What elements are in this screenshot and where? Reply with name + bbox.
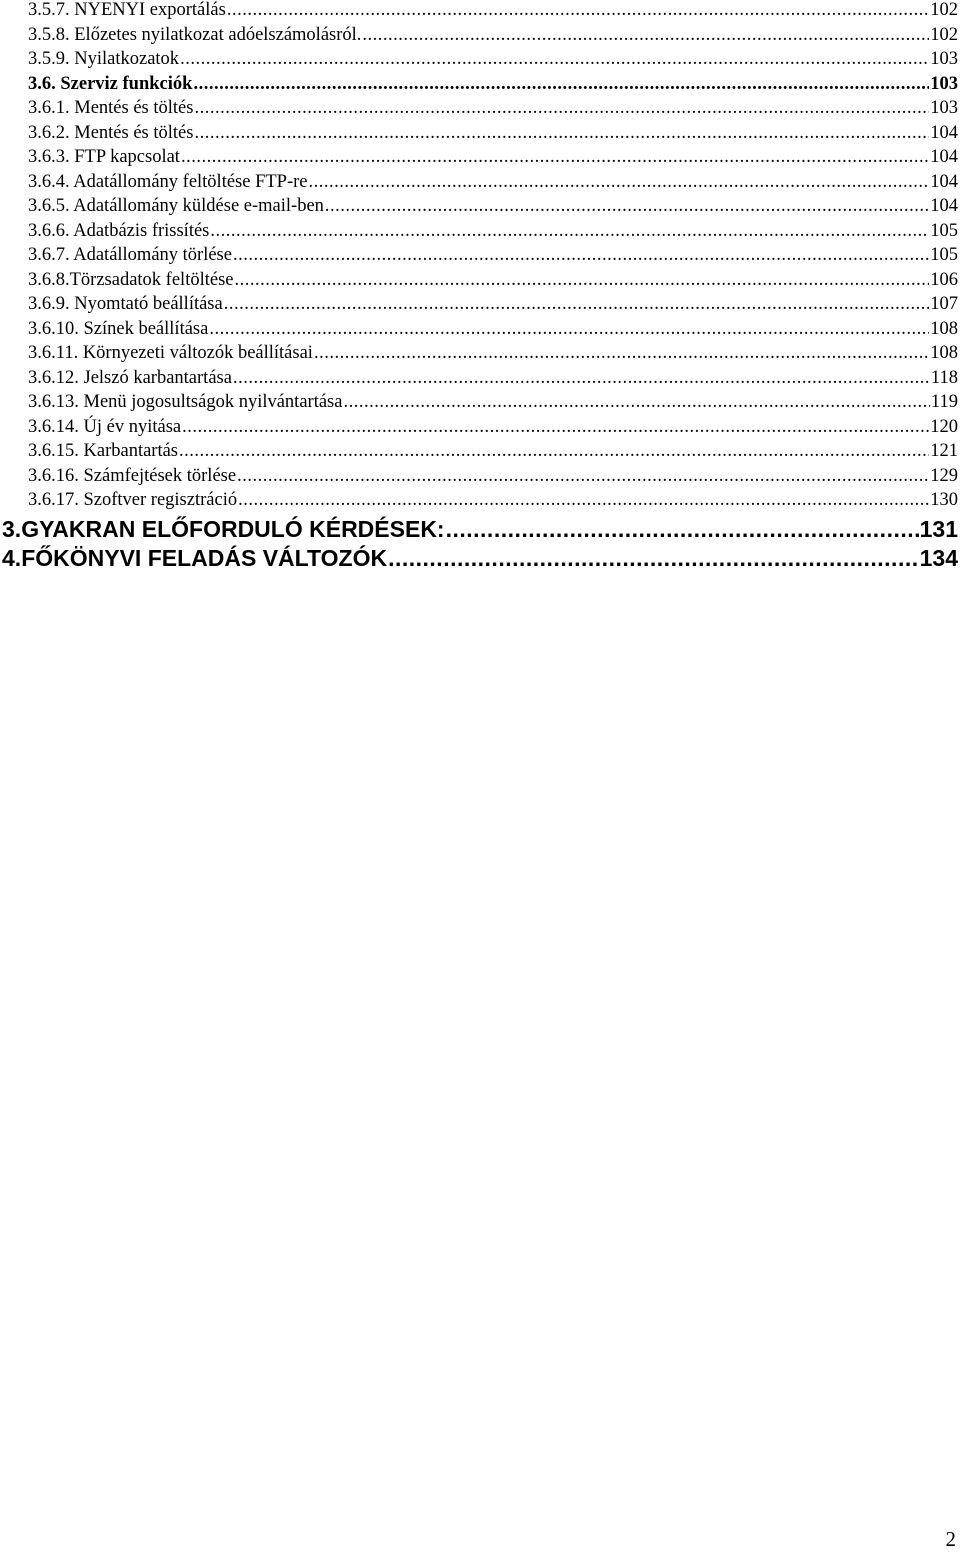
toc-leader-dots	[235, 268, 930, 293]
toc-entry[interactable]	[28, 268, 958, 293]
toc-chapter-entry[interactable]	[2, 544, 958, 573]
toc-leader-dots	[343, 390, 929, 415]
toc-entry-page: 121	[930, 441, 958, 461]
toc-entry[interactable]	[28, 415, 958, 440]
toc-entry-title: 3.6. Szerviz funkciók	[28, 73, 193, 94]
toc-entry[interactable]	[28, 219, 958, 244]
toc-entry-title: 3.6.8.Törzsadatok feltöltése	[28, 269, 234, 290]
toc-chapter-page: 134	[919, 544, 958, 571]
toc-entry[interactable]	[28, 390, 958, 415]
toc-entry[interactable]	[28, 464, 958, 489]
toc-entry[interactable]	[28, 341, 958, 366]
toc-leader-dots	[182, 415, 929, 440]
toc-entry[interactable]	[28, 121, 958, 146]
toc-leader-dots	[388, 544, 919, 573]
toc-entry-title: 3.5.9. Nyilatkozatok	[28, 49, 180, 69]
toc-entry-title: 3.6.16. Számfejtések törlése	[28, 465, 237, 486]
toc-entry[interactable]	[28, 366, 958, 391]
toc-entry-title: 3.6.1. Mentés és töltés	[28, 98, 194, 118]
toc-entry[interactable]	[28, 439, 958, 464]
toc-entry-page: 130	[930, 490, 958, 510]
toc-entry-page: 106	[930, 269, 958, 290]
toc-entry-page: 103	[930, 73, 958, 94]
toc-entry-title: 3.6.12. Jelszó karbantartása	[28, 367, 232, 388]
toc-entry-page: 108	[930, 343, 958, 363]
toc-entry-page: 104	[930, 147, 958, 167]
toc-entry-page: 108	[930, 318, 958, 339]
toc-leader-dots	[224, 292, 930, 317]
toc-leader-dots	[181, 145, 929, 170]
toc-entry-page: 105	[930, 220, 958, 241]
toc-entry-page: 104	[930, 171, 958, 192]
toc-entry-page: 102	[930, 24, 958, 45]
toc-leader-dots	[210, 219, 929, 244]
toc-entry-page: 104	[930, 122, 958, 143]
toc-leader-dots	[237, 464, 929, 489]
toc-entry[interactable]	[28, 145, 958, 170]
toc-leader-dots	[238, 488, 929, 513]
toc-chapter-title: FŐKÖNYVI FELADÁS VÁLTOZÓK	[21, 544, 388, 571]
toc-entry[interactable]	[28, 23, 958, 48]
toc-chapter-page: 131	[919, 515, 958, 542]
toc-leader-dots	[193, 72, 929, 97]
toc-entry-title: 3.6.4. Adatállomány feltöltése FTP-re	[28, 171, 308, 192]
toc-entry-page: 102	[930, 0, 958, 20]
toc-entry-title: 3.6.10. Színek beállítása	[28, 318, 209, 339]
toc-leader-dots	[233, 366, 930, 391]
toc-entry-page: 103	[930, 98, 958, 118]
toc-entry[interactable]	[28, 194, 958, 219]
toc-entry[interactable]	[28, 243, 958, 268]
toc-entry-title: 3.6.7. Adatállomány törlése	[28, 245, 232, 265]
toc-entry[interactable]	[28, 317, 958, 342]
toc-entry[interactable]	[28, 96, 958, 121]
toc-entry-page: 103	[930, 49, 958, 69]
toc-entry-page: 129	[930, 465, 958, 486]
toc-entry-title: 3.6.6. Adatbázis frissítés	[28, 220, 210, 241]
toc-leader-dots	[180, 47, 929, 72]
toc-leader-dots	[314, 341, 929, 366]
toc-entry-title: 3.6.14. Új év nyitása	[28, 416, 182, 437]
toc-entry-title: 3.6.11. Környezeti változók beállításai	[28, 343, 313, 363]
table-of-contents	[2, 0, 958, 573]
toc-entry-page: 104	[930, 196, 958, 216]
toc-leader-dots	[194, 121, 929, 146]
toc-leader-dots	[209, 317, 929, 342]
toc-entry-page: 119	[930, 392, 958, 412]
toc-chapter-title: GYAKRAN ELŐFORDULÓ KÉRDÉSEK:	[21, 515, 445, 542]
toc-chapter-number: 4.	[2, 544, 22, 571]
toc-entry-page: 105	[930, 245, 958, 265]
toc-entry-page: 120	[930, 416, 958, 437]
toc-leader-dots	[362, 23, 929, 48]
page-number: 2	[945, 1527, 956, 1551]
toc-entry-title: 3.6.13. Menü jogosultságok nyilvántartása	[28, 392, 343, 412]
toc-leader-dots	[179, 439, 929, 464]
toc-section-entry[interactable]	[28, 72, 958, 97]
toc-entry-title: 3.6.9. Nyomtató beállítása	[28, 294, 223, 314]
toc-entry[interactable]	[28, 488, 958, 513]
toc-leader-dots	[446, 515, 919, 544]
toc-entry-title: 3.6.17. Szoftver regisztráció	[28, 490, 238, 510]
toc-entry[interactable]	[28, 0, 958, 23]
toc-chapter-entry[interactable]	[2, 515, 958, 544]
toc-entry-page: 118	[930, 367, 958, 388]
toc-entry-title: 3.6.3. FTP kapcsolat	[28, 147, 180, 167]
toc-entry[interactable]	[28, 170, 958, 195]
toc-entry-page: 107	[930, 294, 958, 314]
toc-entry-title: 3.5.7. NYENYI exportálás	[28, 0, 226, 20]
toc-leader-dots	[227, 0, 929, 23]
toc-leader-dots	[233, 243, 929, 268]
toc-entry-title: 3.6.5. Adatállomány küldése e-mail-ben	[28, 196, 324, 216]
toc-leader-dots	[325, 194, 929, 219]
toc-chapter-number: 3.	[2, 515, 22, 542]
toc-leader-dots	[309, 170, 930, 195]
toc-entry[interactable]	[28, 47, 958, 72]
toc-entry-title: 3.6.2. Mentés és töltés	[28, 122, 194, 143]
toc-entry[interactable]	[28, 292, 958, 317]
toc-entry-title: 3.5.8. Előzetes nyilatkozat adóelszámolásról.	[28, 24, 362, 45]
toc-entry-title: 3.6.15. Karbantartás	[28, 441, 179, 461]
toc-leader-dots	[194, 96, 929, 121]
